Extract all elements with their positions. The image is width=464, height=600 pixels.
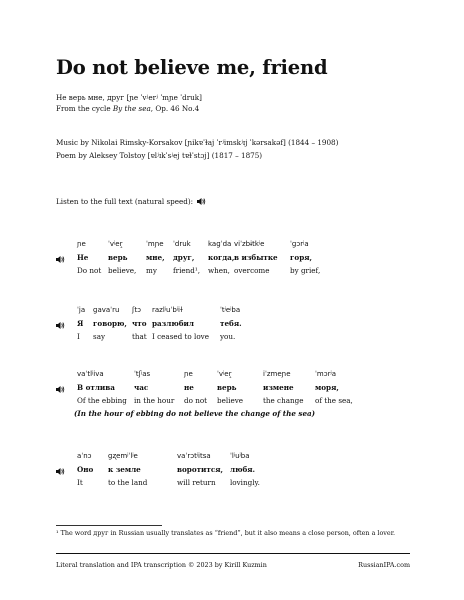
russian-word: воротится, [177,465,224,474]
footer [56,561,410,569]
footnote-divider [56,525,162,526]
ipa-word: ˈmɔrʲa [315,370,336,378]
english-word: the change [263,396,304,405]
page-title: Do not believe me, friend [56,56,328,79]
english-word: in the hour [134,396,175,405]
english-word: by grief, [290,266,321,275]
ipa-word: aˈnɔ [77,452,92,460]
ipa-word: ˈvʲer̝ [217,370,232,378]
russian-row [56,381,416,394]
russian-word: горя, [290,253,313,262]
ipa-word: ʃtɔ [132,306,141,314]
english-row [56,394,416,407]
russian-word: когда, [208,253,235,262]
ipa-word: ˈdruk [173,240,191,248]
english-word: lovingly. [230,478,260,487]
russian-word: в избытке [234,253,278,262]
russian-word: к земле [108,465,141,474]
english-word: you. [220,332,236,341]
russian-word: В отлива [77,383,115,392]
russian-word: разлюбил [152,319,194,328]
ipa-word: ˈvʲer̝ [108,240,123,248]
english-word: say [93,332,106,341]
listen-full-text [56,196,205,207]
cycle-prefix: From the cycle [56,104,113,113]
listen-label: Listen to the full text (natural speed): [56,197,194,206]
russian-word: моря, [315,383,339,392]
english-word: I [77,332,80,341]
ipa-row [56,238,416,251]
cycle-name: By the sea [112,104,151,113]
english-word: friend¹, [173,266,201,275]
russian-word: друг, [173,253,195,262]
verse-3 [56,368,416,450]
translation-note: (In the hour of ebbing do not believe the change of the sea) [74,409,316,418]
cycle-info [56,103,199,114]
ipa-word: ɡavaˈru [93,306,120,314]
ipa-word: ˈɡɔrʲa [290,240,309,248]
english-row [56,330,416,343]
ipa-word: viˈzbɨtkʲe [234,240,265,248]
ipa-word: ɲe [77,240,86,248]
ipa-row [56,368,416,381]
ipa-row [56,450,416,463]
site-link[interactable]: RussianIPA.com [358,561,410,569]
russian-word: верь [217,383,237,392]
verse-2 [56,304,416,368]
russian-word: Не [77,253,89,262]
english-word: I ceased to love [152,332,209,341]
ipa-word: ˈtʲeʲba [220,306,241,314]
russian-word: не [184,383,194,392]
english-row [56,264,416,277]
ipa-word: ˈlʲuʲba [230,452,250,460]
english-word: to the land [108,478,148,487]
english-word: will return [177,478,216,487]
speaker-icon[interactable] [197,198,205,205]
russian-row [56,251,416,264]
russian-word: что [132,319,147,328]
footer-divider [56,553,410,554]
russian-word: любя. [230,465,256,474]
english-word: Do not [77,266,102,275]
footnote: ¹ The word друг in Russian usually translates as “friend”, but it also means a close person, often a lover. [56,529,396,537]
verse-1 [56,238,416,304]
english-word: that [132,332,147,341]
english-word: overcome [234,266,270,275]
english-word: Of the ebbing [77,396,127,405]
english-word: when, [208,266,230,275]
ipa-word: vaˈrɔtʲitsa [177,452,211,460]
ipa-word: ˈmɲe [146,240,164,248]
english-word: of the sea, [315,396,353,405]
russian-word: говорю, [93,319,127,328]
ipa-word: vaˈtlʲiva [77,370,104,378]
english-word: believe [217,396,244,405]
ipa-word: ɲe [184,370,193,378]
english-word: believe, [108,266,137,275]
poem-credit: Poem by Aleksey Tolstoy [ɐlʲɪkˈsʲej tɐɫˈstɔj] (1817 – 1875) [56,151,263,160]
russian-word: тебя. [220,319,242,328]
russian-word: мне, [146,253,165,262]
verse-4 [56,450,416,500]
english-word: my [146,266,157,275]
english-word: It [77,478,83,487]
interlinear-text [56,238,416,500]
ipa-word: iˈzmeɲe [263,370,291,378]
russian-word: Оно [77,465,94,474]
ipa-word: ˈtʃʲas [134,370,151,378]
english-word: do not [184,396,208,405]
ipa-word: razlʲuˈbʲiɫ [152,306,183,314]
russian-word: измене [263,383,294,392]
music-credit: Music by Nikolai Rimsky-Korsakov [ɲikɐˈɫaj ˈrʲimskʲɪj ˈkərsakəf] (1844 – 1908) [56,138,339,147]
cycle-opus: , Op. 46 No.4 [150,104,200,113]
russian-row [56,317,416,330]
russian-word: час [134,383,149,392]
russian-row [56,463,416,476]
song-title-ipa: Не верь мне, друг [ɲe ˈvʲerʲ ˈmɲe ˈdruk] [56,93,202,102]
ipa-word: kaɡˈda [208,240,232,248]
english-row [56,476,416,489]
ipa-word: ɡʐemʲˈlʲe [108,452,138,460]
ipa-row [56,304,416,317]
russian-word: верь [108,253,128,262]
russian-word: Я [77,319,84,328]
copyright-text: Literal translation and IPA transcription © 2023 by Kirill Kuzmin [56,561,267,569]
ipa-word: ˈja [77,306,86,314]
